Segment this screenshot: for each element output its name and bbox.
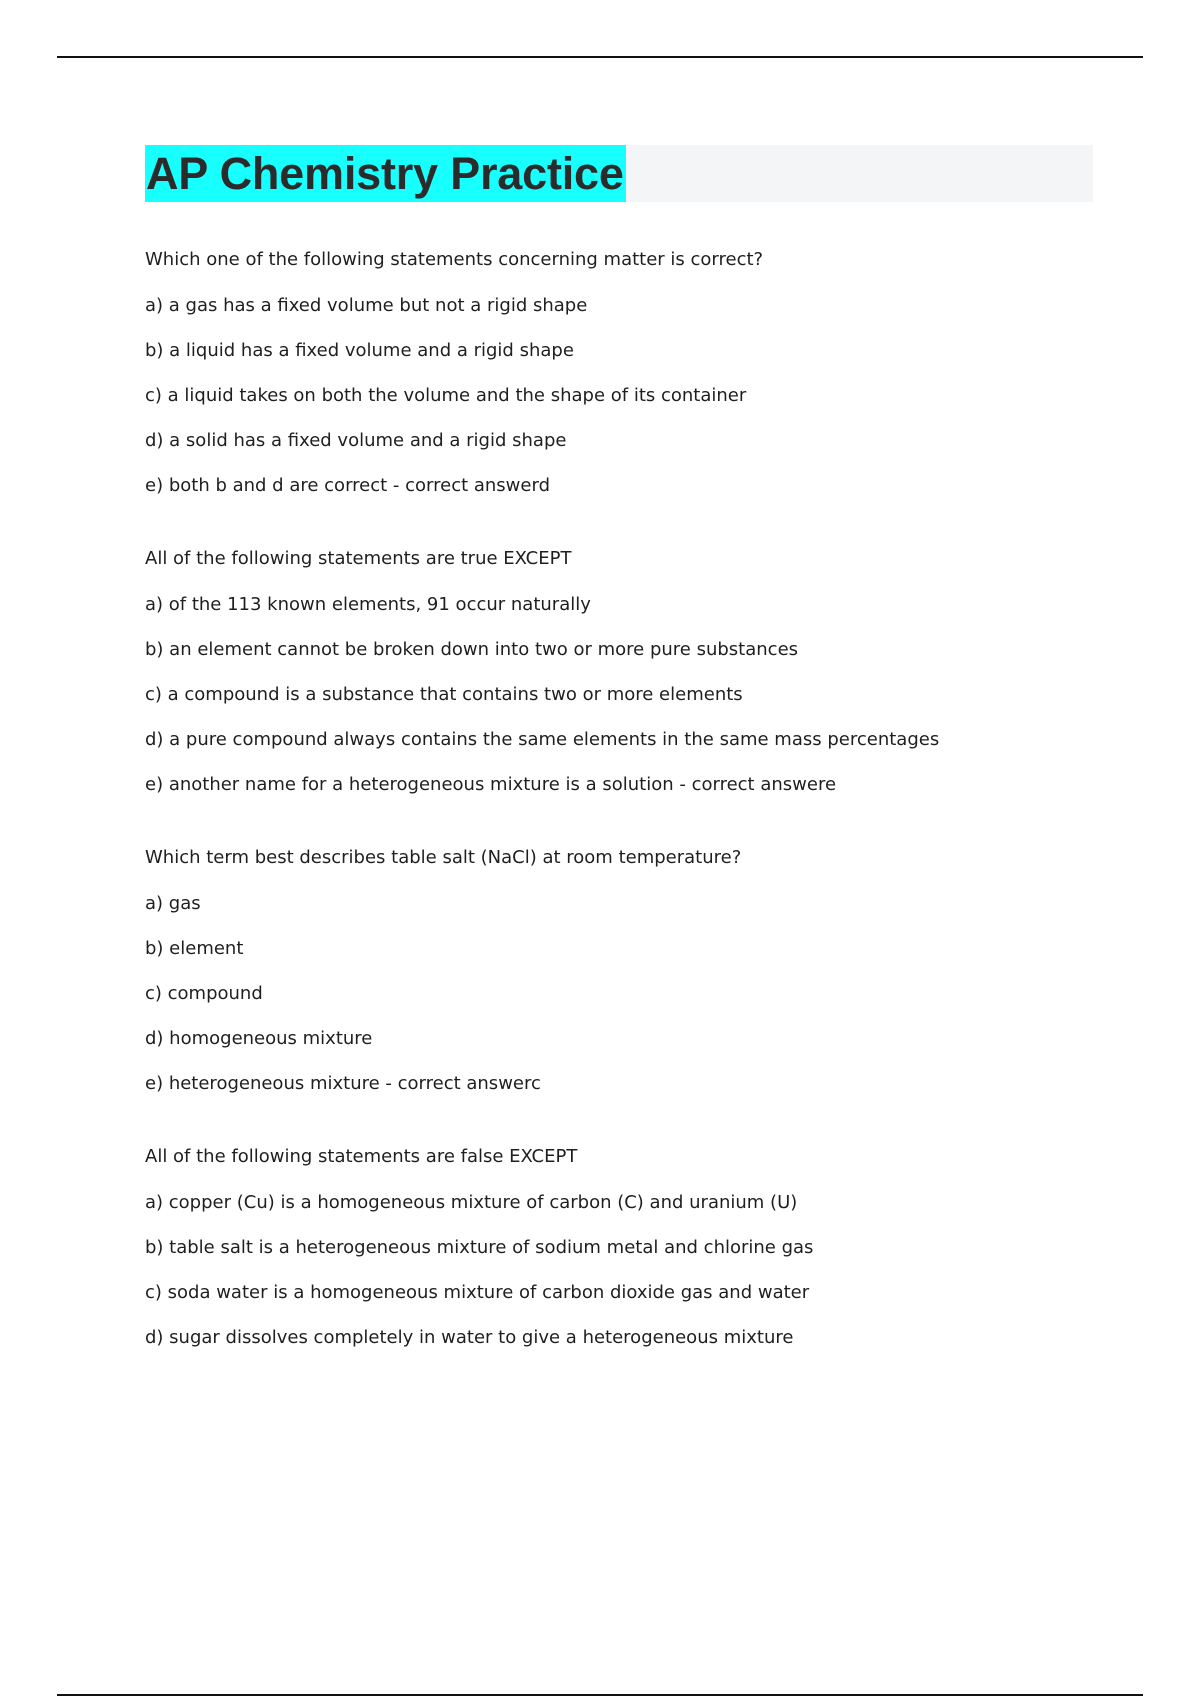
option-c: c) compound [145, 983, 263, 1004]
option-a: a) of the 113 known elements, 91 occur naturally [145, 594, 591, 615]
option-d: d) homogeneous mixture [145, 1028, 373, 1049]
option-c: c) soda water is a homogeneous mixture of carbon dioxide gas and water [145, 1282, 810, 1303]
question-stem: Which one of the following statements concerning matter is correct? [145, 249, 764, 270]
question-stem: All of the following statements are true EXCEPT [145, 548, 572, 569]
option-e: e) heterogeneous mixture - correct answerc [145, 1073, 541, 1094]
option-d: d) a pure compound always contains the same elements in the same mass percentages [145, 729, 940, 750]
option-b: b) an element cannot be broken down into two or more pure substances [145, 639, 799, 660]
header-rule [57, 56, 1143, 58]
option-b: b) a liquid has a fixed volume and a rigid shape [145, 340, 574, 361]
option-a: a) gas [145, 893, 201, 914]
option-c: c) a liquid takes on both the volume and the shape of its container [145, 385, 747, 406]
option-e: e) both b and d are correct - correct answerd [145, 475, 550, 496]
option-b: b) table salt is a heterogeneous mixture of sodium metal and chlorine gas [145, 1237, 814, 1258]
option-d: d) sugar dissolves completely in water to give a heterogeneous mixture [145, 1327, 794, 1348]
option-a: a) copper (Cu) is a homogeneous mixture of carbon (C) and uranium (U) [145, 1192, 798, 1213]
question-stem: All of the following statements are false EXCEPT [145, 1146, 578, 1167]
question-3 [145, 842, 1145, 1113]
question-4 [145, 1141, 1145, 1367]
option-b: b) element [145, 938, 244, 959]
option-a: a) a gas has a fixed volume but not a rigid shape [145, 295, 588, 316]
footer-rule [57, 1694, 1143, 1696]
option-c: c) a compound is a substance that contains two or more elements [145, 684, 743, 705]
question-1 [145, 244, 1145, 515]
option-e: e) another name for a heterogeneous mixture is a solution - correct answere [145, 774, 837, 795]
page-title: AP Chemistry Practice [145, 145, 626, 202]
question-2 [145, 543, 1145, 814]
option-d: d) a solid has a fixed volume and a rigid shape [145, 430, 567, 451]
question-stem: Which term best describes table salt (NaCl) at room temperature? [145, 847, 742, 868]
question-list [145, 244, 1145, 1395]
